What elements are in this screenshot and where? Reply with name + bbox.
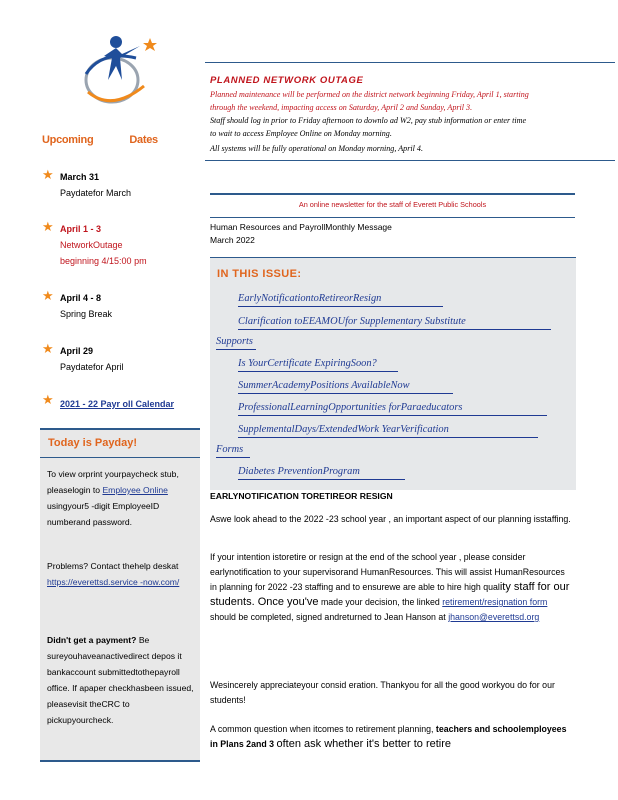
issue-underline bbox=[238, 393, 453, 394]
article-paragraph-2 bbox=[210, 550, 572, 625]
issue-underline bbox=[238, 371, 398, 372]
outage-top-rule bbox=[205, 62, 615, 63]
issue-underline bbox=[238, 329, 551, 330]
payday-view-pre: To view orprint yourpaycheck stub, pleaselogin to bbox=[47, 469, 179, 495]
help-desk-link[interactable]: https://everettsd.service -now.com/ bbox=[47, 577, 180, 587]
article-paragraph-1: Aswe look ahead to the 2022 -23 school year , an important aspect of our planning isstaffing. bbox=[210, 514, 571, 524]
star-icon: ★ bbox=[42, 288, 54, 303]
upcoming-dates-heading: Upcoming Dates bbox=[42, 134, 158, 146]
payday-divider bbox=[40, 457, 200, 458]
issue-link-eeamou[interactable]: Clarification toEEAMOUfor Supplementary Substitute bbox=[238, 316, 466, 327]
p2-text: should be completed, signed andreturned to Jean Hanson at bbox=[210, 612, 446, 622]
event-desc: Spring Break bbox=[60, 309, 113, 319]
outage-line: Staff should log in prior to Friday afternoon to downlo ad W2, pay stub information or enter time bbox=[210, 116, 527, 125]
issue-link-summer-academy[interactable]: SummerAcademyPositions AvailableNow bbox=[238, 380, 410, 391]
payday-nopay-text bbox=[47, 632, 195, 728]
district-logo bbox=[82, 30, 162, 110]
logo-star bbox=[143, 38, 157, 51]
issue-link-early-notification[interactable]: EarlyNotificationtoRetireorResign bbox=[238, 293, 382, 304]
newsletter-tagline: An online newsletter for the staff of Everett Public Schools bbox=[298, 200, 487, 209]
issue-underline bbox=[238, 437, 538, 438]
payday-title: Today is Payday! bbox=[48, 437, 138, 449]
newsletter-bottom-rule bbox=[210, 217, 575, 218]
article-paragraph-4 bbox=[210, 722, 572, 752]
star-icon: ★ bbox=[42, 392, 54, 407]
p4-text: A common question when itcomes to retirement planning, bbox=[210, 724, 434, 734]
p4-bold-text: teachers and schoolemployees in Plans 2and 3 bbox=[210, 724, 567, 749]
newsletter-title: Human Resources and PayrollMonthly Message bbox=[210, 222, 392, 232]
p2-text: If your intention istoretire or resign at the end of the school year , please consider earlynotification to your supervisorand HumanResources. This will assist HumanResources in planning for 2022 -23 staffing and to ensurewe are able to hire high qual bbox=[210, 552, 565, 592]
issue-underline bbox=[238, 306, 443, 307]
event-desc: NetworkOutage bbox=[60, 240, 123, 250]
p4-large-text: often ask whether it's better to retire bbox=[276, 738, 452, 750]
article-heading: EARLYNOTIFICATION TORETIREOR RESIGN bbox=[210, 491, 393, 501]
star-icon: ★ bbox=[42, 167, 54, 182]
payday-problems-text bbox=[47, 558, 195, 590]
outage-line: to wait to access Employee Online on Monday morning. bbox=[210, 129, 392, 138]
event-desc: beginning 4/15:00 pm bbox=[60, 256, 147, 266]
event-date: April 29 bbox=[60, 346, 94, 356]
issue-link-supplemental-days[interactable]: SupplementalDays/ExtendedWork YearVerification bbox=[238, 424, 449, 435]
outage-line: through the weekend, impacting access on Saturday, April 2 and Sunday, April 3. bbox=[210, 103, 473, 112]
event-date: April 1 - 3 bbox=[60, 224, 102, 234]
outage-line: All systems will be fully operational on Monday morning, April 4. bbox=[210, 144, 423, 153]
payroll-calendar-link[interactable]: 2021 - 22 Payr oll Calendar bbox=[60, 399, 175, 409]
p2-large-text: ity staff for our students. Once you've bbox=[210, 581, 570, 608]
payday-view-post: usingyour5 -digit EmployeeID numberand password. bbox=[47, 501, 160, 527]
nopay-heading: Didn't get a payment? bbox=[47, 635, 137, 645]
outage-title: PLANNED NETWORK OUTAGE bbox=[210, 75, 364, 86]
p2-text: made your decision, the linked bbox=[320, 597, 440, 607]
event-desc: Paydatefor April bbox=[60, 362, 124, 372]
payday-problems: Problems? Contact thehelp deskat bbox=[47, 561, 179, 571]
star-icon: ★ bbox=[42, 219, 54, 234]
outage-bottom-rule bbox=[205, 160, 615, 161]
retirement-form-link[interactable]: retirement/resignation form bbox=[442, 597, 548, 607]
logo-figure-head bbox=[110, 36, 122, 48]
nopay-body: Be sureyouhaveanactivedirect depos it bankaccount submittedtothepayroll office. If apaper checkhasbeen issued, pleasevisit theCRC to pickupyourcheck. bbox=[47, 635, 194, 725]
newsletter-top-rule bbox=[210, 193, 575, 195]
newsletter-date: March 2022 bbox=[210, 235, 255, 245]
article-paragraph-3: Wesincerely appreciateyour consid eration. Thankyou for all the good workyou do for our students! bbox=[210, 680, 555, 705]
issue-link-certificate[interactable]: Is YourCertificate ExpiringSoon? bbox=[238, 358, 377, 369]
star-icon: ★ bbox=[42, 341, 54, 356]
issue-link-professional-learning[interactable]: ProfessionalLearningOpportunities forParaeducators bbox=[238, 402, 463, 413]
in-this-issue-box bbox=[210, 257, 576, 490]
issue-link-forms[interactable]: Forms bbox=[216, 444, 244, 455]
outage-line: Planned maintenance will be performed on the district network beginning Friday, April 1, starting bbox=[210, 90, 529, 99]
payday-view-text bbox=[47, 466, 195, 530]
logo-figure-body bbox=[104, 46, 140, 80]
in-this-issue-title: IN THIS ISSUE: bbox=[217, 268, 302, 280]
issue-underline bbox=[216, 457, 250, 458]
event-date: April 4 - 8 bbox=[60, 293, 102, 303]
event-date: March 31 bbox=[60, 172, 100, 182]
issue-link-supports[interactable]: Supports bbox=[216, 336, 253, 347]
issue-underline bbox=[238, 479, 405, 480]
issue-link-diabetes[interactable]: Diabetes PreventionProgram bbox=[238, 466, 360, 477]
issue-underline bbox=[238, 415, 547, 416]
event-desc: Paydatefor March bbox=[60, 188, 132, 198]
email-link[interactable]: jhanson@everettsd.org bbox=[448, 612, 540, 622]
issue-underline bbox=[216, 349, 256, 350]
employee-online-link[interactable]: Employee Online bbox=[102, 485, 168, 495]
